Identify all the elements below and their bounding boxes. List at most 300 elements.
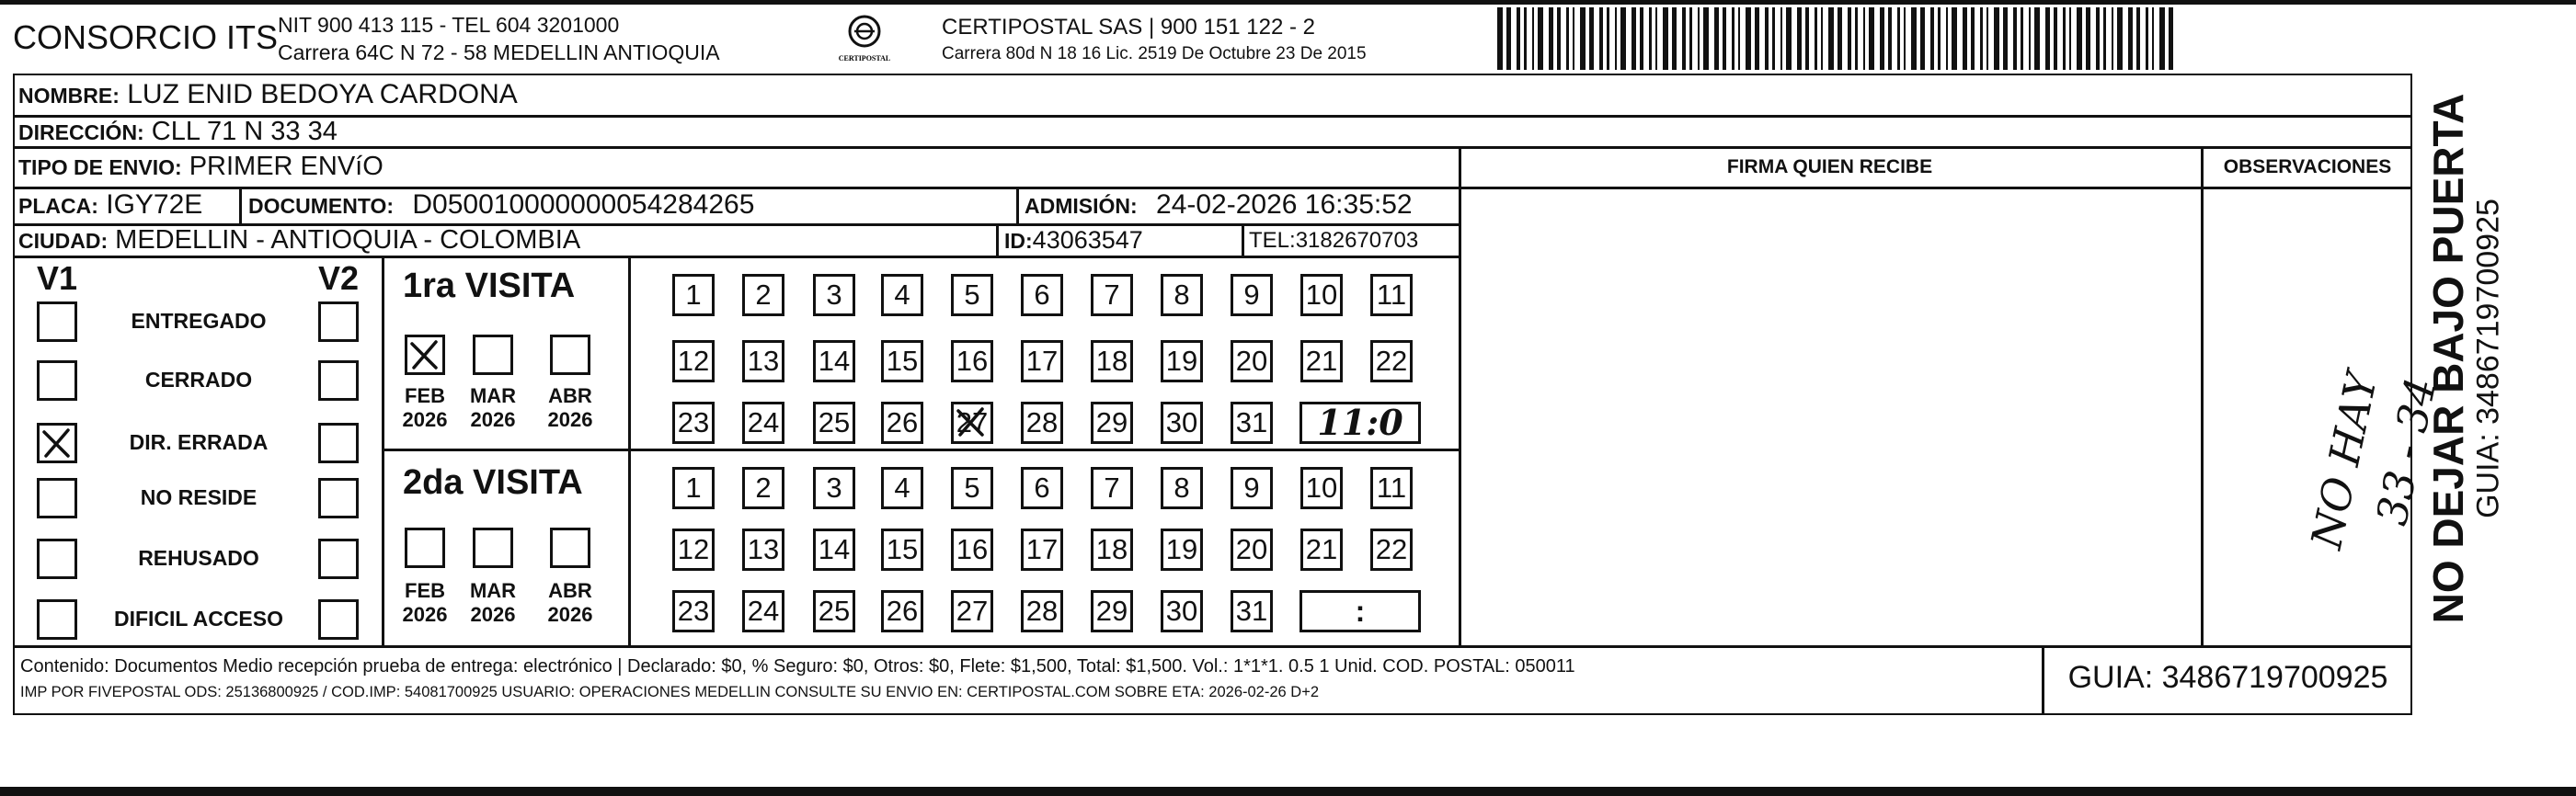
visit2-day-box[interactable]	[742, 529, 784, 571]
row-divider	[13, 146, 2412, 149]
visit2-day-box[interactable]	[951, 590, 993, 632]
day-cross-icon	[951, 402, 991, 442]
barcode-bar	[1963, 7, 1967, 70]
barcode-bar	[1897, 7, 1900, 70]
v1-checkbox[interactable]	[37, 423, 77, 463]
barcode-bar	[2063, 7, 2066, 70]
v2-label: V2	[318, 259, 360, 297]
visit2-day-box[interactable]	[813, 467, 855, 509]
visit2-month-label	[537, 579, 603, 627]
barcode-bar	[1838, 7, 1842, 70]
barcode-bar	[2152, 7, 2154, 70]
day-number: 28	[1025, 406, 1059, 438]
day-number: 30	[1165, 406, 1198, 438]
visit1-day-box[interactable]	[1231, 274, 1273, 316]
visit2-day-box[interactable]	[881, 467, 923, 509]
day-number: 16	[956, 345, 989, 377]
visit1-day-box[interactable]	[951, 340, 993, 382]
barcode-bar	[1946, 7, 1948, 70]
day-number: 2	[755, 279, 772, 311]
id-value: 43063547	[1032, 226, 1143, 254]
barcode-bar	[1780, 7, 1782, 70]
footer-line2: IMP POR FIVEPOSTAL ODS: 25136800925 / COD.IMP: 54081700925 USUARIO: OPERACIONES MEDELLIN CONSULTE SU ENVIO EN: CERTIPOSTAL.COM SOBRE ETA: 2026-02-26 D+2	[20, 684, 1320, 700]
day-number: 9	[1243, 279, 1260, 311]
id-tel-divider	[1242, 223, 1244, 256]
visit1-day-box[interactable]	[1091, 274, 1133, 316]
status-option-label: DIR. ERRADA	[129, 430, 269, 454]
day-number: 14	[818, 533, 851, 565]
placa-cell	[18, 189, 202, 221]
day-number: 18	[1095, 533, 1128, 565]
barcode-bar	[1952, 7, 1957, 70]
status-option-label: ENTREGADO	[131, 309, 267, 333]
day-number: 21	[1305, 533, 1338, 565]
month-year: 2026	[470, 408, 516, 431]
barcode-bar	[1566, 7, 1569, 70]
barcode-bar	[1880, 7, 1884, 70]
month-name: MAR	[469, 384, 517, 407]
v1-checkbox[interactable]	[37, 599, 77, 640]
row-divider	[13, 115, 2412, 118]
tipo-row	[18, 152, 384, 182]
visit1-day-box[interactable]	[813, 274, 855, 316]
visit1-time-box[interactable]	[1299, 402, 1421, 444]
visit2-day-box[interactable]	[881, 529, 923, 571]
day-number: 3	[826, 279, 842, 311]
visit-row-divider	[382, 449, 1459, 451]
day-number: 15	[886, 345, 919, 377]
day-number: 26	[886, 406, 919, 438]
visit2-month-checkbox[interactable]	[473, 528, 513, 568]
visit1-title: 1ra VISITA	[403, 267, 576, 305]
status-option-label: CERRADO	[144, 368, 253, 392]
barcode-bar	[1723, 7, 1726, 70]
day-number: 3	[826, 472, 842, 504]
nombre-label: NOMBRE:	[18, 84, 120, 108]
day-number: 8	[1174, 279, 1190, 311]
documento-value: D050010000000054284265	[412, 189, 755, 220]
placa-value: IGY72E	[106, 189, 203, 220]
day-number: 29	[1095, 595, 1128, 627]
v2-checkbox[interactable]	[318, 478, 359, 518]
barcode-bar	[1821, 7, 1823, 70]
barcode-bar	[1920, 7, 1925, 70]
day-number: 31	[1235, 406, 1268, 438]
handwritten-line1: NO HAY	[2301, 368, 2387, 553]
day-number: 7	[1104, 279, 1120, 311]
visit2-month-label	[392, 579, 458, 627]
nombre-row	[18, 79, 518, 110]
visit2-day-box[interactable]	[1091, 529, 1133, 571]
barcode-bar	[2096, 7, 2100, 70]
visit2-day-box[interactable]	[1091, 590, 1133, 632]
day-number: 18	[1095, 345, 1128, 377]
visit1-day-box[interactable]	[951, 402, 993, 444]
barcode-bar	[1649, 7, 1652, 70]
day-number: 6	[1034, 472, 1050, 504]
barcode-bar	[1772, 7, 1775, 70]
handwritten-line2: 33 - 34	[2366, 373, 2446, 529]
day-number: 10	[1305, 472, 1338, 504]
visit2-day-box[interactable]	[672, 590, 715, 632]
barcode-bar	[1631, 7, 1636, 70]
month-name: FEB	[405, 579, 445, 602]
visit1-month-label	[460, 384, 526, 432]
barcode-bar	[1755, 7, 1759, 70]
status-option-label: NO RESIDE	[140, 485, 258, 509]
day-number: 7	[1104, 472, 1120, 504]
visit2-day-box[interactable]	[1021, 590, 1063, 632]
visit1-day-box[interactable]	[1021, 274, 1063, 316]
visit1-day-box[interactable]	[1300, 274, 1343, 316]
visit2-day-box[interactable]	[1161, 590, 1203, 632]
visit1-day-box[interactable]	[951, 274, 993, 316]
visit2-day-box[interactable]	[1300, 529, 1343, 571]
day-number: 17	[1025, 345, 1059, 377]
barcode-bar	[1904, 7, 1906, 70]
barcode-bar	[1640, 7, 1643, 70]
visit2-day-box[interactable]	[1021, 529, 1063, 571]
barcode-bar	[1828, 7, 1834, 70]
barcode-bar	[1888, 7, 1892, 70]
visit2-day-box[interactable]	[672, 467, 715, 509]
month-year: 2026	[470, 603, 516, 626]
barcode-bar	[2117, 7, 2123, 70]
visit1-month-checkbox[interactable]	[473, 335, 513, 375]
visit2-time: :	[1355, 595, 1366, 628]
day-number: 20	[1235, 533, 1268, 565]
barcode-bar	[1938, 7, 1941, 70]
barcode-bar	[1994, 7, 1999, 70]
visit1-day-box[interactable]	[813, 402, 855, 444]
visit2-day-box[interactable]	[742, 590, 784, 632]
visit2-day-box[interactable]	[1231, 529, 1273, 571]
direccion-label: DIRECCIÓN:	[18, 120, 144, 144]
day-number: 1	[685, 472, 702, 504]
barcode-bar	[1786, 7, 1792, 70]
visit1-day-box[interactable]	[881, 340, 923, 382]
bottom-border	[0, 787, 2576, 796]
month-name: MAR	[469, 579, 517, 602]
visit2-day-box[interactable]	[813, 590, 855, 632]
side-title: NO DEJAR BAJO PUERTA	[2424, 93, 2472, 624]
month-year: 2026	[402, 603, 448, 626]
visit2-day-box[interactable]	[1370, 529, 1413, 571]
id-label: ID:	[1004, 229, 1033, 253]
visit1-day-box[interactable]	[1021, 340, 1063, 382]
day-number: 23	[677, 595, 710, 627]
tel-value: 3182670703	[1295, 228, 1419, 253]
day-number: 19	[1165, 345, 1198, 377]
day-number: 28	[1025, 595, 1059, 627]
day-number: 31	[1235, 595, 1268, 627]
barcode-bar	[2112, 7, 2113, 70]
barcode-bar	[1930, 7, 1934, 70]
barcode-bar	[1689, 7, 1692, 70]
barcode-bar	[2054, 7, 2057, 70]
barcode-bar	[1573, 7, 1574, 70]
barcode-bar	[1549, 7, 1553, 70]
month-year: 2026	[547, 603, 593, 626]
barcode-bar	[2169, 7, 2173, 70]
certipostal-logo	[832, 13, 897, 68]
visit1-day-box[interactable]	[1091, 402, 1133, 444]
visit2-day-box[interactable]	[881, 590, 923, 632]
doc-admision-divider	[1016, 187, 1019, 223]
status-option-label: DIFICIL ACCESO	[113, 607, 283, 631]
barcode-bar	[1815, 7, 1817, 70]
v2-checkbox[interactable]	[318, 423, 359, 463]
barcode	[1497, 7, 2180, 70]
placa-label: PLACA:	[18, 194, 98, 218]
barcode-bar	[1557, 7, 1561, 70]
v1-checkbox[interactable]	[37, 478, 77, 518]
v2-checkbox[interactable]	[318, 360, 359, 401]
month-name: ABR	[548, 579, 592, 602]
v2-checkbox[interactable]	[318, 539, 359, 579]
day-number: 23	[677, 406, 710, 438]
day-number: 12	[677, 345, 710, 377]
row-divider	[13, 256, 1459, 258]
barcode-bar	[2069, 7, 2071, 70]
visit1-day-box[interactable]	[813, 340, 855, 382]
ciudad-cell	[18, 225, 580, 256]
visit1-day-box[interactable]	[1231, 340, 1273, 382]
documento-label: DOCUMENTO:	[248, 194, 395, 218]
barcode-bar	[2029, 7, 2031, 70]
visit2-day-box[interactable]	[1370, 467, 1413, 509]
barcode-bar	[1855, 7, 1858, 70]
id-cell	[1004, 226, 1143, 255]
barcode-bar	[1746, 7, 1751, 70]
barcode-bar	[2159, 7, 2165, 70]
day-number: 24	[747, 406, 780, 438]
courier-line2: Carrera 80d N 18 16 Lic. 2519 De Octubre 23 De 2015	[942, 44, 1367, 63]
visit1-day-box[interactable]	[1370, 340, 1413, 382]
ciudad-label: CIUDAD:	[18, 229, 109, 253]
barcode-bar	[2045, 7, 2050, 70]
barcode-bar	[1589, 7, 1594, 70]
visit1-day-box[interactable]	[1161, 340, 1203, 382]
visit1-month-checkbox[interactable]	[405, 335, 445, 375]
day-number: 1	[685, 279, 702, 311]
barcode-bar	[2021, 7, 2023, 70]
visit2-month-checkbox[interactable]	[550, 528, 590, 568]
footer-line1: Contenido: Documentos Medio recepción prueba de entrega: electrónico | Declarado: $0, % Seguro: $0, Otros: $0, Flete: $1,500, Total: $1,500. Vol.: 1*1*1. 0.5 1 Unid. COD. POSTAL: 050011	[20, 656, 1575, 677]
barcode-bar	[1797, 7, 1802, 70]
v2-checkbox[interactable]	[318, 599, 359, 640]
visit2-day-box[interactable]	[1091, 467, 1133, 509]
visit1-day-box[interactable]	[1300, 340, 1343, 382]
barcode-bar	[1848, 7, 1851, 70]
day-number: 22	[1375, 345, 1408, 377]
day-number: 24	[747, 595, 780, 627]
check-mark-icon	[37, 423, 77, 463]
top-border	[0, 0, 2576, 5]
barcode-bar	[2086, 7, 2090, 70]
barcode-bar	[1524, 7, 1527, 70]
svg-text:CERTIPOSTAL: CERTIPOSTAL	[838, 54, 891, 63]
visit1-day-box[interactable]	[1370, 274, 1413, 316]
visit1-day-box[interactable]	[881, 402, 923, 444]
side-guia: GUIA: 3486719700925	[2470, 199, 2506, 518]
visit1-day-box[interactable]	[742, 402, 784, 444]
row-divider	[1459, 187, 2412, 189]
visit2-day-box[interactable]	[742, 467, 784, 509]
day-number: 14	[818, 345, 851, 377]
barcode-bar	[1714, 7, 1719, 70]
visit1-day-box[interactable]	[881, 274, 923, 316]
visit1-day-box[interactable]	[1091, 340, 1133, 382]
barcode-bar	[2003, 7, 2008, 70]
barcode-bar	[1615, 7, 1617, 70]
day-number: 20	[1235, 345, 1268, 377]
barcode-bar	[1980, 7, 1983, 70]
day-number: 17	[1025, 533, 1059, 565]
barcode-bar	[1607, 7, 1609, 70]
barcode-bar	[2128, 7, 2133, 70]
barcode-bar	[1532, 7, 1534, 70]
day-number: 22	[1375, 533, 1408, 565]
barcode-bar	[1805, 7, 1809, 70]
barcode-bar	[1698, 7, 1700, 70]
company-line2: Carrera 64C N 72 - 58 MEDELLIN ANTIOQUIA	[278, 40, 720, 64]
company-name: CONSORCIO ITS	[13, 18, 279, 56]
visit2-title: 2da VISITA	[403, 463, 583, 502]
barcode-bar	[1517, 7, 1520, 70]
visit1-day-box[interactable]	[672, 402, 715, 444]
day-number: 4	[894, 472, 910, 504]
barcode-bar	[1765, 7, 1769, 70]
day-number: 30	[1165, 595, 1198, 627]
row-divider	[13, 645, 2412, 648]
day-number: 9	[1243, 472, 1260, 504]
day-number: 26	[886, 595, 919, 627]
barcode-bar	[2146, 7, 2148, 70]
v2-checkbox[interactable]	[318, 301, 359, 342]
visit1-day-box[interactable]	[672, 340, 715, 382]
barcode-bar	[2013, 7, 2017, 70]
col-divider	[2201, 146, 2204, 647]
visit2-day-box[interactable]	[1161, 529, 1203, 571]
visit1-day-box[interactable]	[1161, 402, 1203, 444]
day-number: 16	[956, 533, 989, 565]
footer-guia: GUIA: 3486719700925	[2067, 660, 2388, 695]
placa-doc-divider	[239, 187, 242, 223]
tel-cell	[1249, 228, 1418, 254]
day-number: 5	[964, 472, 980, 504]
barcode-bar	[1538, 7, 1543, 70]
nombre-value: LUZ ENID BEDOYA CARDONA	[127, 79, 518, 109]
day-number: 4	[894, 279, 910, 311]
visit2-day-box[interactable]	[1021, 467, 1063, 509]
barcode-bar	[1911, 7, 1917, 70]
ciudad-value: MEDELLIN - ANTIOQUIA - COLOMBIA	[115, 225, 581, 255]
month-year: 2026	[547, 408, 593, 431]
visit1-month-label	[537, 384, 603, 432]
visit2-day-box[interactable]	[813, 529, 855, 571]
visit2-day-box[interactable]	[1161, 467, 1203, 509]
v1-checkbox[interactable]	[37, 360, 77, 401]
direccion-value: CLL 71 N 33 34	[151, 117, 338, 146]
day-number: 25	[818, 406, 851, 438]
visit2-day-box[interactable]	[1300, 467, 1343, 509]
visit1-day-box[interactable]	[742, 340, 784, 382]
day-number: 5	[964, 279, 980, 311]
barcode-bar	[2103, 7, 2106, 70]
barcode-bar	[1986, 7, 1988, 70]
day-number: 19	[1165, 533, 1198, 565]
admision-label: ADMISIÓN:	[1025, 194, 1138, 218]
tipo-value: PRIMER ENVíO	[189, 152, 384, 181]
day-number: 8	[1174, 472, 1190, 504]
barcode-bar	[1703, 7, 1709, 70]
visit1-month-label	[392, 384, 458, 432]
visit2-time-box[interactable]	[1299, 590, 1421, 632]
barcode-bar	[1663, 7, 1668, 70]
barcode-bar	[1672, 7, 1677, 70]
day-number: 27	[956, 595, 989, 627]
v1-checkbox[interactable]	[37, 539, 77, 579]
firma-label: FIRMA QUIEN RECIBE	[1726, 156, 1933, 177]
visit1-day-box[interactable]	[1231, 402, 1273, 444]
direccion-row	[18, 117, 338, 147]
company-line1: NIT 900 413 115 - TEL 604 3201000	[278, 13, 620, 37]
tipo-label: TIPO DE ENVIO:	[18, 155, 182, 179]
day-number: 11	[1376, 279, 1407, 311]
v1-checkbox[interactable]	[37, 301, 77, 342]
barcode-bar	[2136, 7, 2140, 70]
visit2-month-checkbox[interactable]	[405, 528, 445, 568]
day-number: 25	[818, 595, 851, 627]
visit1-day-box[interactable]	[672, 274, 715, 316]
visit1-day-box[interactable]	[742, 274, 784, 316]
courier-line1: CERTIPOSTAL SAS | 900 151 122 - 2	[942, 15, 1315, 40]
day-number: 27	[956, 406, 989, 438]
barcode-bar	[1863, 7, 1865, 70]
visit2-day-box[interactable]	[1231, 590, 1273, 632]
barcode-bar	[1655, 7, 1657, 70]
ciudad-id-divider	[996, 223, 999, 256]
barcode-bar	[1599, 7, 1603, 70]
day-number: 13	[747, 345, 780, 377]
barcode-bar	[2077, 7, 2082, 70]
day-number: 29	[1095, 406, 1128, 438]
visit1-day-box[interactable]	[1021, 402, 1063, 444]
v1-label: V1	[37, 259, 78, 297]
admision-cell	[1025, 189, 1413, 221]
barcode-bar	[1971, 7, 1975, 70]
visit1-month-checkbox[interactable]	[550, 335, 590, 375]
day-number: 21	[1305, 345, 1338, 377]
barcode-bar	[1869, 7, 1874, 70]
day-number: 15	[886, 533, 919, 565]
visit2-day-box[interactable]	[951, 467, 993, 509]
visit2-day-box[interactable]	[672, 529, 715, 571]
barcode-bar	[1580, 7, 1586, 70]
barcode-bar	[1506, 7, 1511, 70]
observaciones-label: OBSERVACIONES	[2223, 156, 2392, 177]
day-number: 2	[755, 472, 772, 504]
visit1-day-box[interactable]	[1161, 274, 1203, 316]
visit2-day-box[interactable]	[951, 529, 993, 571]
month-year: 2026	[402, 408, 448, 431]
visit2-day-box[interactable]	[1231, 467, 1273, 509]
check-mark-icon	[405, 335, 445, 375]
day-number: 13	[747, 533, 780, 565]
day-number: 12	[677, 533, 710, 565]
day-number: 11	[1376, 472, 1407, 504]
